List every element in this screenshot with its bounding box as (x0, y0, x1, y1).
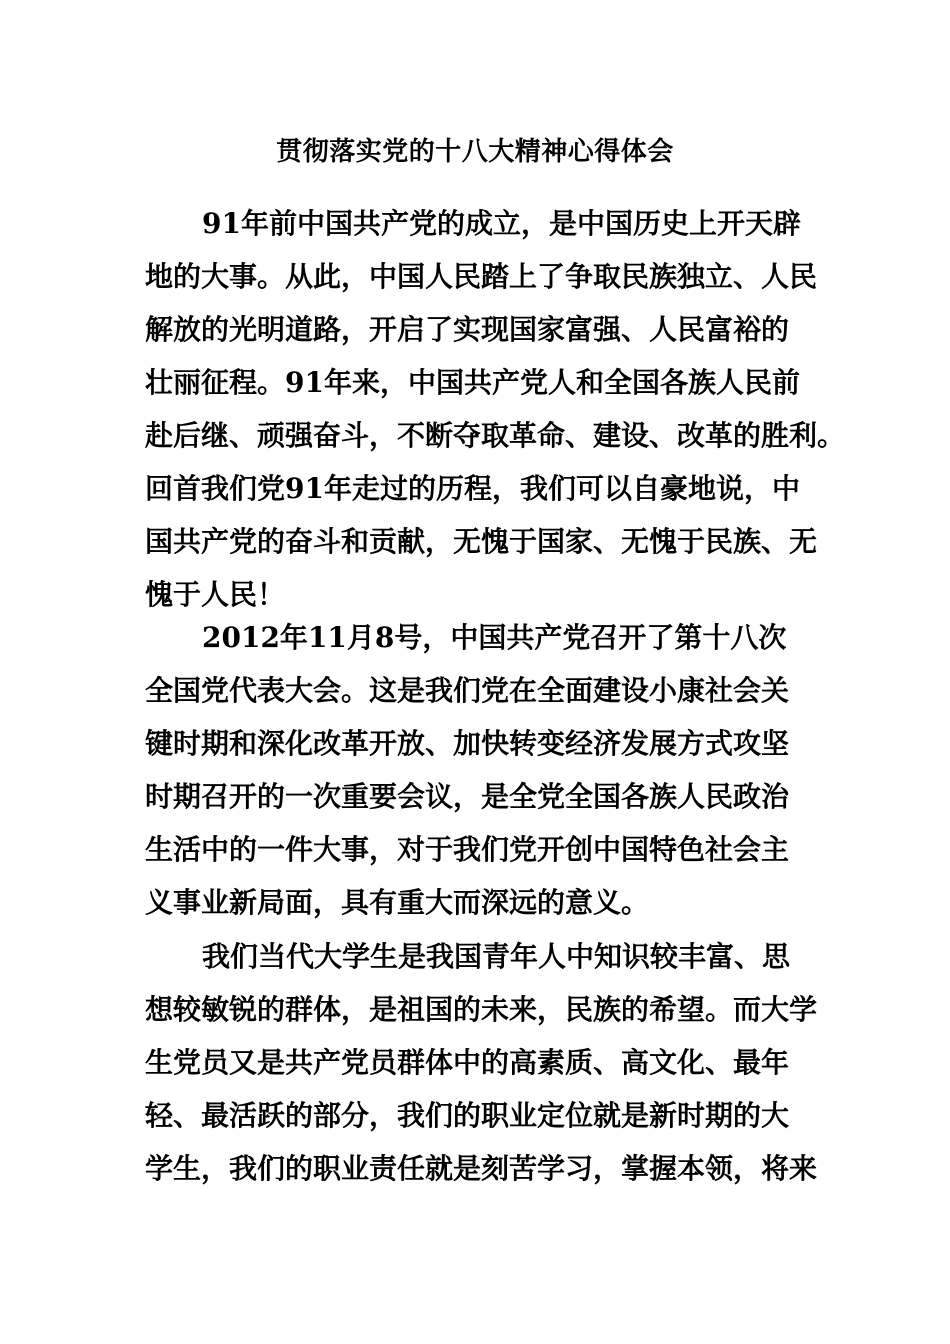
paragraph-line: 国共产党的奋斗和贡献，无愧于国家、无愧于民族、无 (145, 525, 818, 558)
paragraph-line: 我们当代大学生是我国青年人中知识较丰富、思 (202, 940, 791, 973)
paragraph-line: 轻、最活跃的部分，我们的职业定位就是新时期的大 (145, 1099, 790, 1132)
paragraph-line: 壮丽征程。91年来，中国共产党人和全国各族人民前 (145, 366, 800, 399)
paragraph-line: 地的大事。从此，中国人民踏上了争取民族独立、人民 (145, 260, 818, 293)
paragraph-line: 时期召开的一次重要会议，是全党全国各族人民政治 (145, 780, 790, 813)
paragraph-line: 学生，我们的职业责任就是刻苦学习，掌握本领，将来 (145, 1152, 818, 1185)
paragraph-3 (145, 930, 818, 1195)
paragraph-line: 键时期和深化改革开放、加快转变经济发展方式攻坚 (145, 727, 790, 760)
document-title: 贯彻落实党的十八大精神心得体会 (276, 137, 674, 167)
paragraph-2 (145, 611, 810, 929)
paragraph-line: 赴后继、顽强奋斗，不断夺取革命、建设、改革的胜利。 (145, 419, 846, 452)
paragraph-line: 义事业新局面，具有重大而深远的意义。 (145, 886, 650, 919)
paragraph-line: 想较敏锐的群体，是祖国的未来，民族的希望。而大学 (145, 993, 818, 1026)
paragraph-line: 91年前中国共产党的成立，是中国历史上开天辟 (202, 207, 801, 240)
paragraph-line: 解放的光明道路，开启了实现国家富强、人民富裕的 (145, 313, 790, 346)
paragraph-line: 生党员又是共产党员群体中的高素质、高文化、最年 (145, 1046, 790, 1079)
paragraph-line: 回首我们党91年走过的历程，我们可以自豪地说，中 (145, 472, 800, 505)
paragraph-line: 愧于人民！ (145, 578, 286, 611)
paragraph-line: 全国党代表大会。这是我们党在全面建设小康社会关 (145, 674, 790, 707)
paragraph-line: 2012年11月8号，中国共产党召开了第十八次 (202, 621, 787, 654)
paragraph-line: 生活中的一件大事，对于我们党开创中国特色社会主 (145, 833, 790, 866)
paragraph-1 (145, 197, 846, 621)
